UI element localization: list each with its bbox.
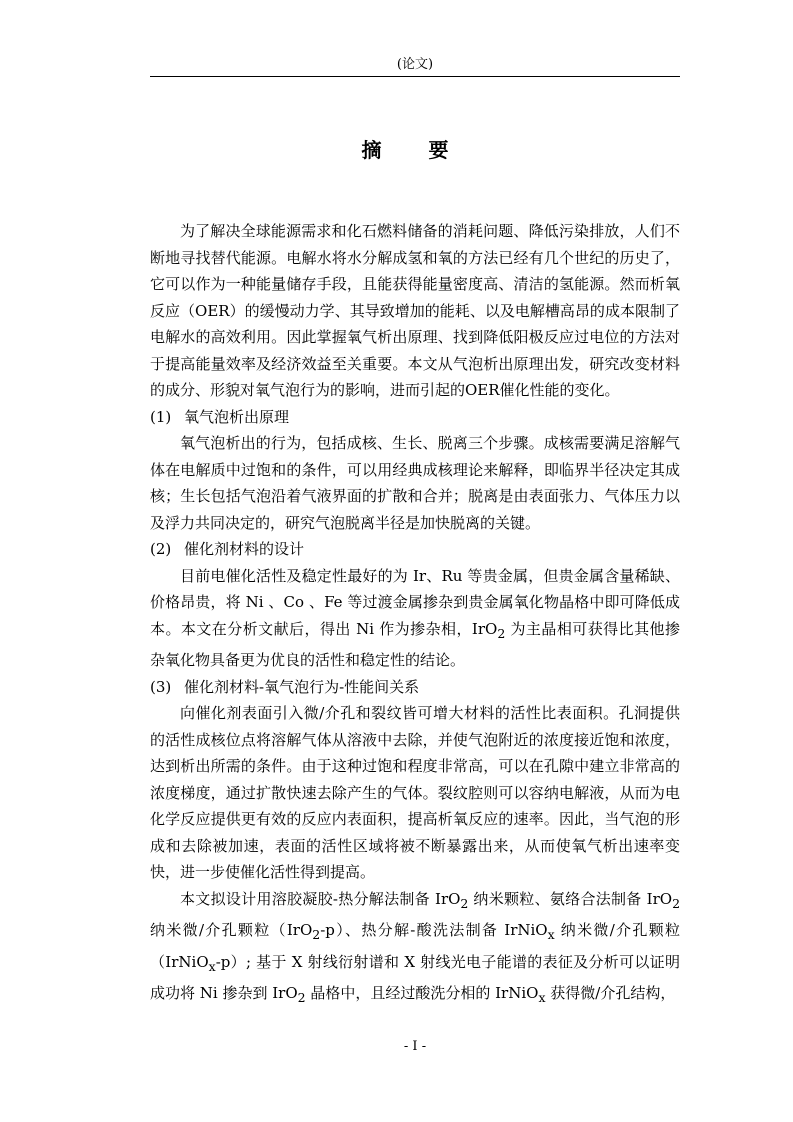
text-run: -p）、热分解-酸洗法制备 IrNiO	[320, 921, 548, 939]
text-run: 获得微/介孔结构，	[545, 984, 676, 1002]
section-heading-2	[150, 536, 680, 563]
text-run: -p）; 基于 X 射线衍射谱和 X 射线光电子能谱的表征及分析可以证明成功将 Ni 掺杂到 IrO	[150, 952, 680, 1002]
subscript: 2	[460, 895, 469, 911]
section-2-paragraph	[150, 563, 680, 674]
section-1-paragraph: 氧气泡析出的行为，包括成核、生长、脱离三个步骤。成核需要满足溶解气体在电解质中过饱和的条件，可以用经典成核理论来解释，即临界半径决定其成核；生长包括气泡沿着气液界面的扩散和合并；脱离是由表面张力、气体压力以及浮力共同决定的，研究气泡脱离半径是加快脱离的关键。	[150, 434, 680, 532]
section-title: 催化剂材料-氧气泡行为-性能间关系	[184, 677, 420, 696]
method-paragraph	[150, 886, 680, 1012]
abstract-body	[150, 218, 680, 1012]
text-run: 为主晶相可获得比其他掺杂氧化物具备更为优良的活性和稳定性的结论。	[150, 619, 680, 669]
text-run: 本文拟设计用溶胶凝胶-热分解法制备 IrO	[180, 889, 461, 908]
subscript: x	[547, 927, 555, 942]
section-title: 氧气泡析出原理	[184, 407, 290, 426]
text-run: 纳米微/介孔颗粒（IrNiO	[150, 921, 680, 971]
text-run: 晶格中，且经过酸洗分相的 IrNiO	[305, 984, 539, 1002]
subscript: 2	[312, 927, 321, 942]
section-heading-3	[150, 674, 680, 701]
header-rule	[150, 76, 680, 77]
text-run: 纳米颗粒、氨络合法制备 IrO	[468, 889, 673, 908]
section-3-paragraph: 向催化剂表面引入微/介孔和裂纹皆可增大材料的活性比表面积。孔洞提供的活性成核位点将溶解气体从溶液中去除，并使气泡附近的浓度接近饱和浓度，达到析出所需的条件。由于这种过饱和程度非常高，可以在孔隙中建立非常高的浓度梯度，通过扩散快速去除产生的气体。裂纹腔则可以容纳电解液，从而为电化学反应提供更有效的反应内表面积，提高析氧反应的速率。因此，当气泡的形成和去除被加速，表面的活性区域将被不断暴露出来，从而使氧气析出速率变快，进一步使催化活性得到提高。	[150, 704, 680, 881]
abstract-title: 摘 要	[361, 138, 469, 162]
section-number: (2)	[150, 540, 172, 558]
text-run: 纳米微/介孔颗粒（IrO	[150, 921, 313, 939]
subscript: 2	[497, 625, 506, 641]
page-header: (论文)	[396, 57, 434, 72]
intro-paragraph: 为了解决全球能源需求和化石燃料储备的消耗问题、降低污染排放，人们不断地寻找替代能源。电解水将水分解成氢和氧的方法已经有几个世纪的历史了，它可以作为一种能量储存手段，且能获得能量密度高、清洁的氢能源。然而析氧反应（OER）的缓慢动力学、其导致增加的能耗、以及电解槽高昂的成本限制了电解水的高效利用。因此掌握氧气析出原理、找到降低阳极反应过电位的方法对于提高能量效率及经济效益至关重要。本文从气泡析出原理出发，研究改变材料的成分、形貌对氧气泡行为的影响，进而引起的OER催化性能的变化。	[150, 222, 680, 399]
subscript: x	[208, 958, 216, 974]
subscript: 2	[672, 895, 681, 911]
section-number: (1)	[150, 407, 172, 426]
section-heading-1	[150, 404, 680, 431]
subscript: x	[538, 990, 546, 1005]
subscript: 2	[297, 990, 306, 1005]
section-title: 催化剂材料的设计	[184, 540, 305, 558]
text-run: 目前电催化活性及稳定性最好的为 Ir、Ru 等贵金属，但贵金属含量稀缺、价格昂贵，将 Ni 、Co 、Fe 等过渡金属掺杂到贵金属氧化物晶格中即可降低成本。本文在分析文献后，得出 Ni 作为掺杂相，IrO	[150, 566, 680, 638]
section-number: (3)	[150, 677, 172, 696]
page-number: - I -	[403, 1039, 427, 1054]
